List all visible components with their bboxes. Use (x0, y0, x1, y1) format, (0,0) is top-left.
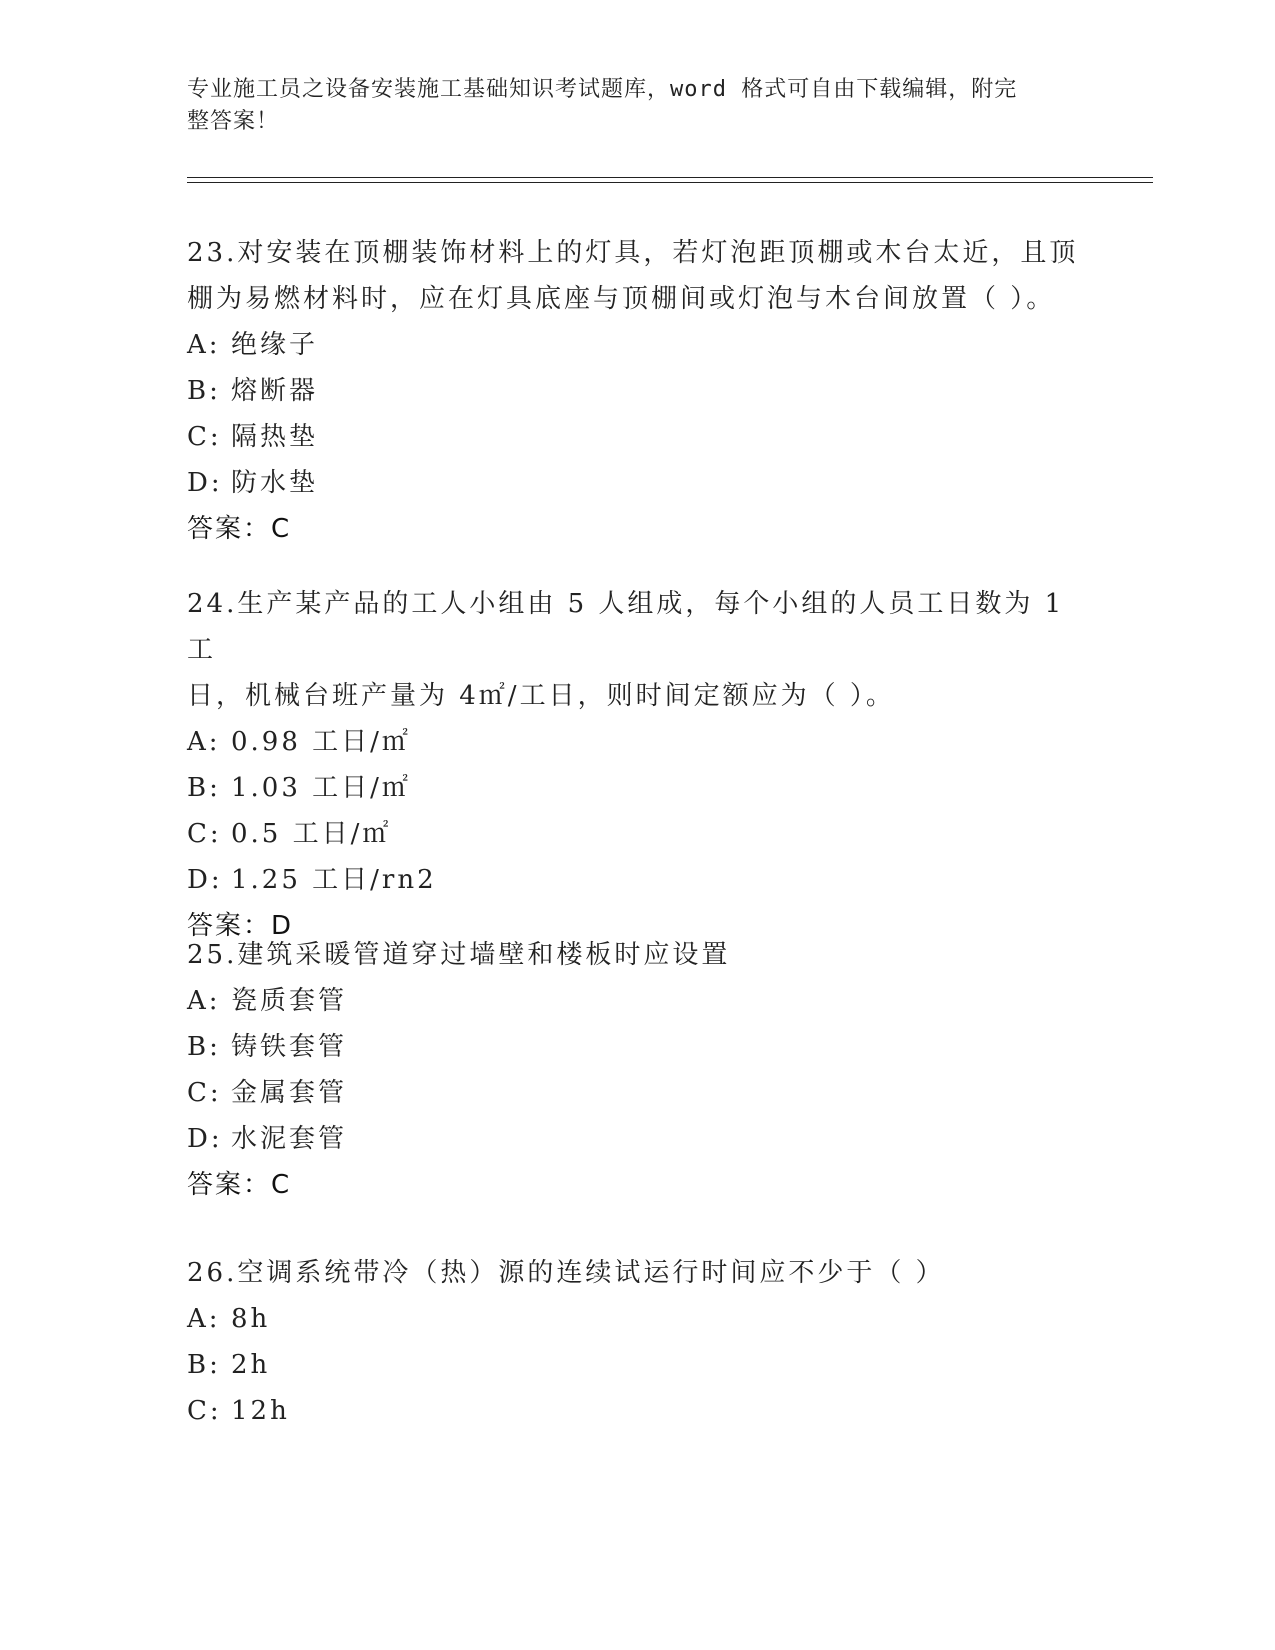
option-text: 1.25 工日/rn2 (231, 865, 437, 895)
question-text-line: 24.生产某产品的工人小组由 5 人组成，每个小组的人员工日数为 1 工 (187, 589, 1065, 665)
option-b (187, 1342, 1087, 1388)
question-26 (187, 1250, 1087, 1434)
option-b (187, 765, 1087, 811)
option-c (187, 414, 1087, 460)
header-divider-bottom (187, 182, 1153, 183)
question-text-line: 棚为易燃材料时，应在灯具底座与顶棚间或灯泡与木台间放置（ ）。 (187, 284, 1056, 314)
option-letter: C: (187, 1078, 222, 1108)
option-letter: B: (187, 376, 221, 406)
question-23 (187, 230, 1087, 552)
header-title-line-1: 专业施工员之设备安装施工基础知识考试题库，word 格式可自由下载编辑，附完 (187, 77, 1018, 102)
option-text: 隔热垫 (231, 422, 319, 452)
option-letter: B: (187, 1350, 221, 1380)
option-text: 1.03 工日/㎡ (231, 773, 411, 803)
answer-label: 答案：C (187, 1170, 292, 1200)
question-text-line: 26.空调系统带冷（热）源的连续试运行时间应不少于（ ） (187, 1258, 945, 1288)
option-text: 0.5 工日/㎡ (231, 819, 392, 849)
question-text-line: 日，机械台班产量为 4㎡/工日，则时间定额应为（ ）。 (187, 681, 895, 711)
option-text: 12h (231, 1396, 290, 1426)
option-d (187, 1116, 1087, 1162)
option-letter: C: (187, 422, 222, 452)
option-b (187, 1024, 1087, 1070)
question-25 (187, 932, 1087, 1208)
header-title-line-2: 整答案！ (187, 109, 280, 134)
header-divider-top (187, 177, 1153, 178)
option-a (187, 322, 1087, 368)
option-text: 瓷质套管 (231, 986, 348, 1016)
option-text: 0.98 工日/㎡ (231, 727, 411, 757)
question-text-line: 25.建筑采暖管道穿过墙壁和楼板时应设置 (187, 940, 731, 970)
option-text: 8h (231, 1304, 271, 1334)
option-letter: A: (187, 986, 221, 1016)
option-b (187, 368, 1087, 414)
option-letter: B: (187, 773, 221, 803)
option-c (187, 811, 1087, 857)
option-a (187, 719, 1087, 765)
option-letter: D: (187, 1124, 223, 1154)
option-letter: D: (187, 865, 223, 895)
option-a (187, 978, 1087, 1024)
option-letter: C: (187, 819, 222, 849)
option-letter: A: (187, 727, 221, 757)
option-d (187, 460, 1087, 506)
option-d (187, 857, 1087, 903)
option-text: 水泥套管 (231, 1124, 348, 1154)
option-letter: A: (187, 1304, 221, 1334)
option-letter: B: (187, 1032, 221, 1062)
option-letter: A: (187, 330, 221, 360)
option-text: 2h (231, 1350, 271, 1380)
option-a (187, 1296, 1087, 1342)
option-c (187, 1388, 1087, 1434)
answer-label: 答案：D (187, 911, 294, 941)
option-letter: C: (187, 1396, 222, 1426)
option-text: 防水垫 (231, 468, 319, 498)
answer-label: 答案：C (187, 514, 292, 544)
option-text: 金属套管 (231, 1078, 348, 1108)
option-text: 熔断器 (231, 376, 319, 406)
option-c (187, 1070, 1087, 1116)
option-text: 绝缘子 (231, 330, 319, 360)
question-24 (187, 581, 1087, 949)
option-letter: D: (187, 468, 223, 498)
question-text-line: 23.对安装在顶棚装饰材料上的灯具，若灯泡距顶棚或木台太近，且顶 (187, 238, 1079, 268)
option-text: 铸铁套管 (231, 1032, 348, 1062)
document-header (187, 74, 1067, 138)
